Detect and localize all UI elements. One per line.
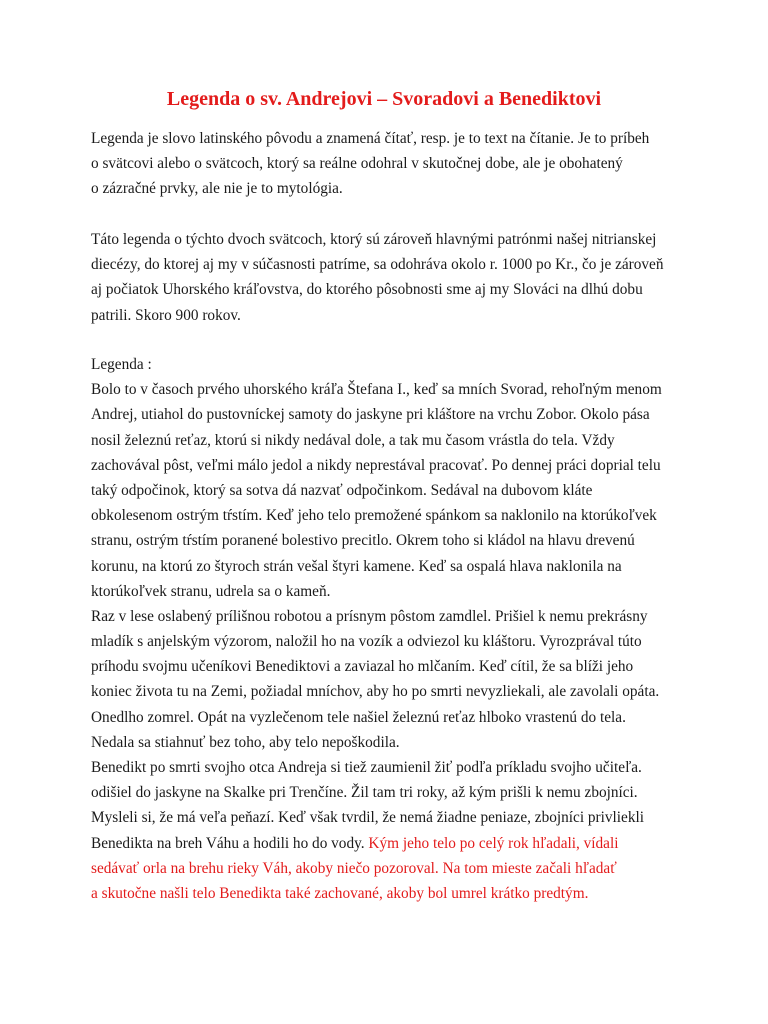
paragraph-line: ktorúkoľvek stranu, udrela sa o kameň. <box>91 582 331 600</box>
paragraph-legend <box>91 352 731 906</box>
paragraph-line: Legenda je slovo latinského pôvodu a znamená čítať, resp. je to text na čítanie. Je to príbeh <box>91 130 650 147</box>
paragraph-line: obkolesenom ostrým tŕstím. Keď jeho telo premožené spánkom sa naklonilo na ktorúkoľvek <box>91 507 657 525</box>
paragraph-line: aj počiatok Uhorského kráľovstva, do ktorého pôsobnosti sme aj my Slováci na dlhú dobu <box>91 281 643 299</box>
highlighted-line: sedávať orla na brehu rieky Váh, akoby niečo pozoroval. Na tom mieste začali hľadať <box>91 859 617 877</box>
mixed-line-black-text: Benedikta na breh Váhu a hodili ho do vody. <box>91 834 369 852</box>
paragraph-intro <box>91 126 731 202</box>
paragraph-line: Mysleli si, že má veľa peňazí. Keď však tvrdil, že nemá žiadne peniaze, zbojníci privliekli <box>91 809 644 827</box>
highlighted-line: a skutočne našli telo Benedikta také zachované, akoby bol umrel krátko predtým. <box>91 884 589 902</box>
paragraph-line: odišiel do jaskyne na Skalke pri Trenčíne. Žil tam tri roky, až kým prišli k nemu zbojníci. <box>91 784 638 802</box>
paragraph-line: diecézy, do ktorej aj my v súčasnosti patríme, sa odohráva okolo r. 1000 po Kr., čo je zároveň <box>91 256 664 274</box>
paragraph-line: Nedala sa stiahnuť bez toho, aby telo nepoškodila. <box>91 733 400 751</box>
paragraph-line: koniec života tu na Zemi, požiadal mníchov, aby ho po smrti nevyzliekali, ale zavolali opáta. <box>91 683 660 701</box>
paragraph-line: zachovával pôst, veľmi málo jedol a nikdy neprestával pracovať. Po dennej práci doprial telu <box>91 456 661 474</box>
paragraph-line: patrili. Skoro 900 rokov. <box>91 306 241 324</box>
paragraph-line: korunu, na ktorú zo štyroch strán vešal štyri kamene. Keď sa ospalá hlava naklonila na <box>91 557 622 575</box>
paragraph-line-mixed <box>91 831 731 856</box>
paragraph-context <box>91 227 731 328</box>
paragraph-line: Onedlho zomrel. Opát na vyzlečenom tele našiel železnú reťaz hlboko vrastenú do tela. <box>91 708 626 726</box>
paragraph-line: Benedikt po smrti svojho otca Andreja si tiež zaumienil žiť podľa príkladu svojho učiteľa. <box>91 759 642 776</box>
paragraph-line: príhodu svojmu učeníkovi Benediktovi a zaviazal ho mlčaním. Keď cítil, že sa blíži jeho <box>91 658 634 676</box>
paragraph-line: Raz v lese oslabený prílišnou robotou a prísnym pôstom zamdlel. Prišiel k nemu prekrásny <box>91 607 648 625</box>
legend-heading: Legenda : <box>91 356 152 373</box>
paragraph-line: mladík s anjelským výzorom, naložil ho na vozík a odviezol ku kláštoru. Vyrozprával túto <box>91 633 642 651</box>
paragraph-line: Táto legenda o týchto dvoch svätcoch, ktorý sú zároveň hlavnými patrónmi našej nitrianskej <box>91 231 657 248</box>
paragraph-line: stranu, ostrým tŕstím poranené bolestivo precitlo. Okrem toho si kládol na hlavu drevenú <box>91 532 635 550</box>
paragraph-line: Bolo to v časoch prvého uhorského kráľa Štefana I., keď sa mních Svorad, rehoľným menom <box>91 381 662 399</box>
paragraph-line: taký odpočinok, ktorý sa sotva dá nazvať odpočinkom. Sedával na dubovom kláte <box>91 481 593 499</box>
mixed-line-red-text: Kým jeho telo po celý rok hľadali, vídali <box>368 834 619 852</box>
paragraph-line: Andrej, utiahol do pustovníckej samoty do jaskyne pri kláštore na vrchu Zobor. Okolo pása <box>91 406 650 424</box>
paragraph-line: nosil železnú reťaz, ktorú si nikdy nedával dole, a tak mu časom vrástla do tela. Vždy <box>91 431 615 449</box>
page-title: Legenda o sv. Andrejovi – Svoradovi a Benediktovi <box>166 88 602 110</box>
paragraph-line: o svätcovi alebo o svätcoch, ktorý sa reálne odohral v skutočnej dobe, ale je obohatený <box>91 155 623 173</box>
paragraph-line: o zázračné prvky, ale nie je to mytológia. <box>91 180 343 198</box>
